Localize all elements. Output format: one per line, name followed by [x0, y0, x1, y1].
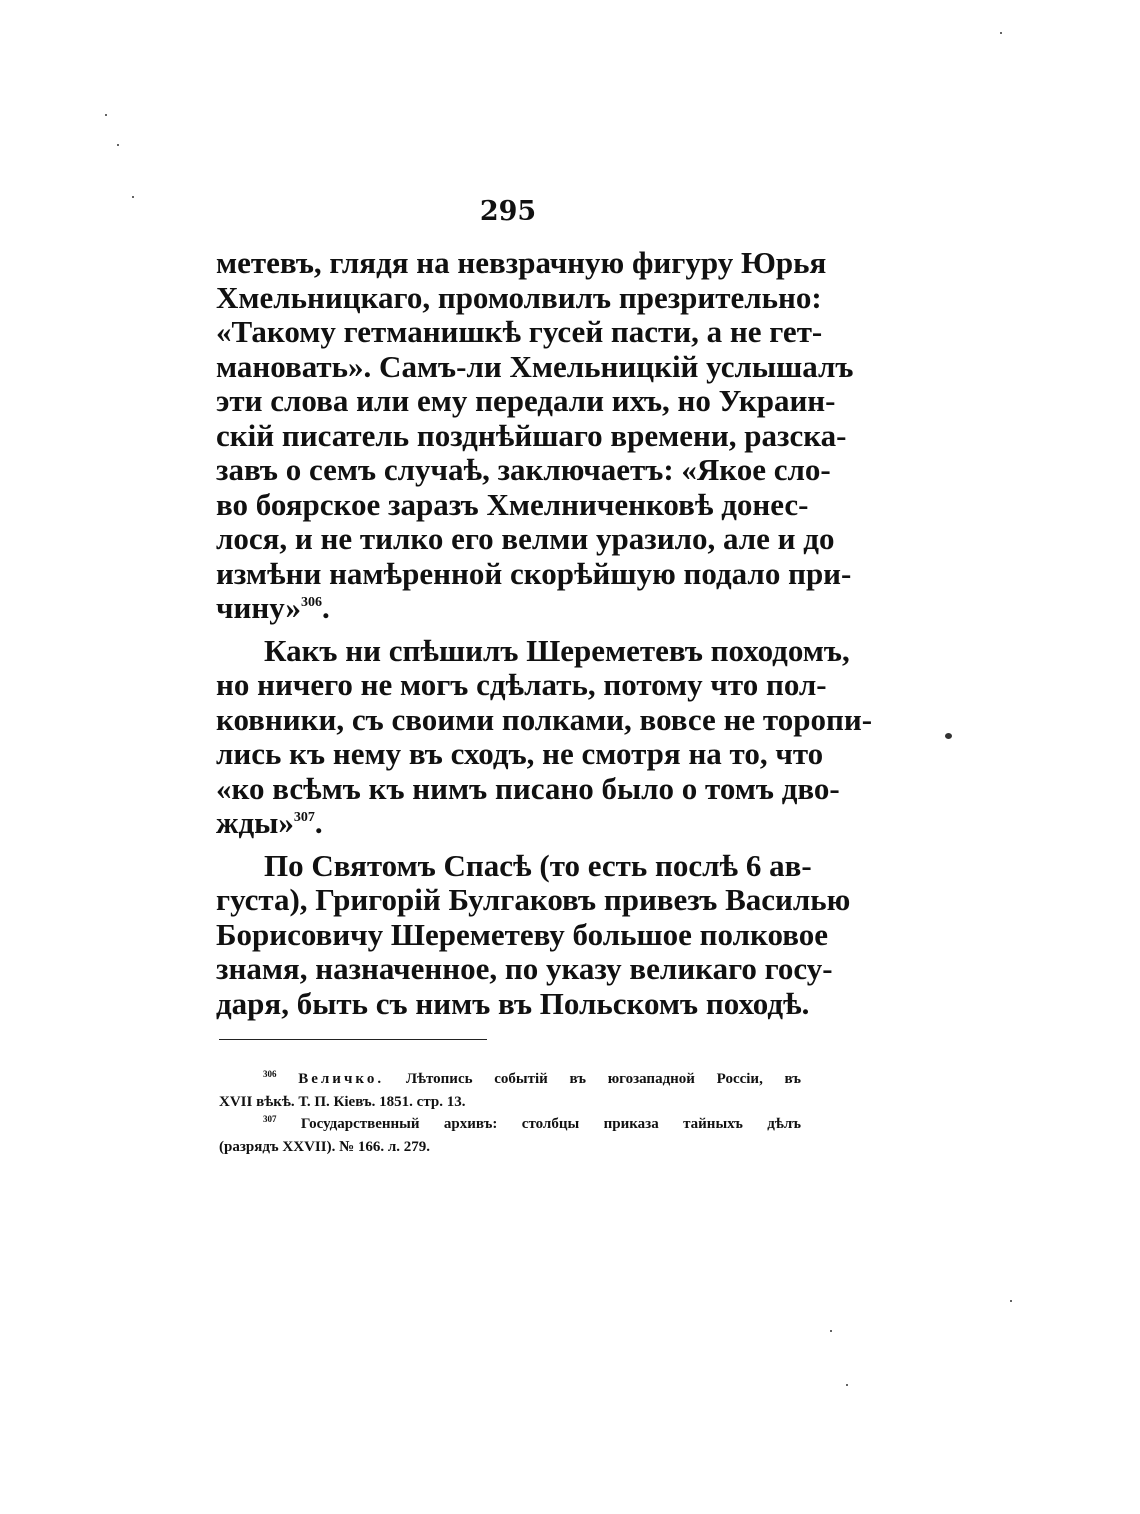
footnote-mark: 306	[263, 1069, 277, 1079]
text-line: Хмельницкаго, промолвилъ презрительно:	[216, 279, 822, 315]
text-line-content: жды»	[216, 805, 294, 840]
text-line: «ко всѣмъ къ нимъ писано было о томъ дво-	[216, 770, 840, 806]
footnote-text: Государственный архивъ: столбцы приказа тайныхъ дѣлъ	[300, 1116, 801, 1132]
text-line: «Такому гетманишкѣ гусей пасти, а не гет-	[216, 314, 823, 349]
scan-speck	[132, 196, 134, 198]
text-line: во боярское заразъ Хмелниченковѣ донес-	[216, 486, 809, 522]
paragraph-1	[216, 245, 854, 626]
footnote-reference: 307	[293, 810, 315, 825]
text-line: даря, быть съ нимъ въ Польскомъ походѣ.	[216, 985, 810, 1021]
footnote-author: Величко.	[298, 1071, 385, 1087]
scan-speck	[1000, 32, 1002, 34]
text-line: По Святомъ Спасѣ (то есть послѣ 6 ав-	[264, 847, 812, 883]
scan-speck	[945, 733, 952, 739]
footnote	[219, 1068, 801, 1113]
footnote-separator	[219, 1039, 487, 1040]
footnote-reference: 306	[300, 595, 322, 610]
text-line: Борисовичу Шереметеву большое полковое	[216, 916, 828, 952]
text-line: мановать». Самъ-ли Хмельницкій услышалъ	[216, 348, 854, 384]
paragraph-3	[216, 847, 851, 1022]
text-line	[216, 806, 802, 841]
footnote-text: Лѣтопись событій въ югозападной Россіи, въ	[405, 1071, 801, 1087]
text-line: метевъ, глядя на невзрачную фигуру Юрья	[216, 245, 827, 280]
scan-speck	[1010, 1300, 1012, 1302]
text-line: густа), Григорій Булгаковъ привезъ Василью	[216, 882, 851, 917]
text-line-content: чину»	[216, 590, 301, 625]
text-line: Какъ ни спѣшилъ Шереметевъ походомъ,	[264, 632, 850, 668]
scan-speck	[846, 1384, 848, 1386]
footnote-line	[219, 1113, 801, 1136]
text-line: эти слова или ему передали ихъ, но Украин-	[216, 383, 836, 418]
scan-speck	[117, 144, 119, 146]
text-line: лись къ нему въ сходъ, не смотря на то, что	[216, 736, 824, 771]
footnote	[219, 1113, 801, 1158]
scan-speck	[105, 114, 107, 116]
footnote-line	[219, 1068, 801, 1091]
text-line: но ничего не могъ сдѣлать, потому что пол-	[216, 667, 827, 702]
paragraph-2	[216, 632, 873, 841]
scan-speck	[830, 1330, 832, 1332]
text-line: знамя, назначенное, по указу великаго госу-	[216, 951, 833, 986]
text-line: измѣни намѣренной скорѣйшую подало при-	[216, 555, 852, 591]
text-line: скій писатель позднѣйшаго времени, разска-	[216, 417, 847, 453]
footnote-line: XVII вѣкѣ. Т. П. Кіевъ. 1851. стр. 13.	[219, 1093, 466, 1110]
text-line: завъ о семъ случаѣ, заключаетъ: «Якое сло-	[216, 452, 831, 487]
text-line: лося, и не тилко его велми уразило, але и до	[216, 521, 835, 556]
page-number: 295	[479, 196, 537, 227]
footnote-trailing-punct: .	[314, 805, 323, 840]
footnote-line: (разрядъ XXVII). № 166. л. 279.	[219, 1138, 431, 1155]
text-line: ковники, съ своими полками, вовсе не торопи-	[216, 701, 873, 737]
footnote-mark: 307	[263, 1114, 277, 1124]
footnote-trailing-punct: .	[321, 590, 330, 625]
footnotes	[219, 1068, 801, 1158]
text-line	[216, 591, 802, 626]
main-text	[216, 245, 873, 1021]
